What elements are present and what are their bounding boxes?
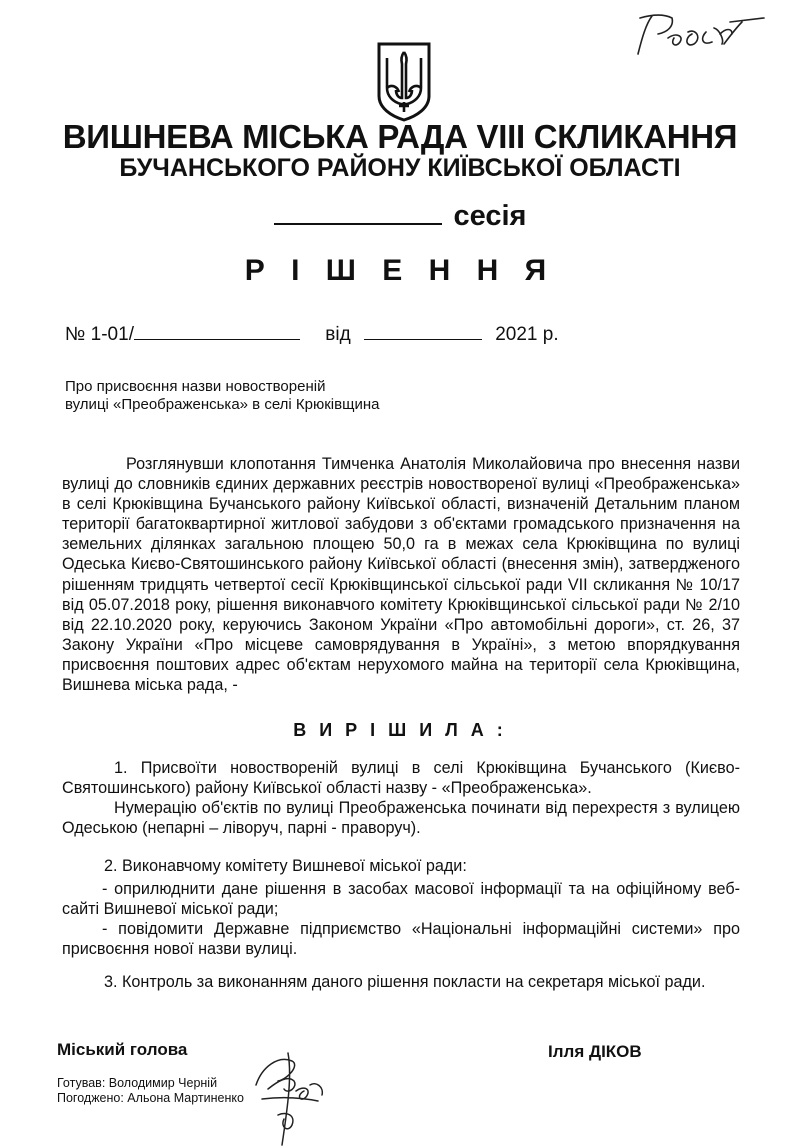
decision-year: 2021 р.	[495, 324, 559, 345]
decided-heading: В И Р І Ш И Л А :	[293, 720, 507, 740]
decision-subject	[65, 378, 405, 414]
item-2-publish: - оприлюднити дане рішення в засобах масової інформації та на офіційному веб-сайті Вишневої міської ради;	[62, 880, 740, 919]
session-number-blank	[274, 196, 442, 225]
item-2: 2. Виконавчому комітету Вишневої міської ради:	[104, 857, 467, 875]
item-3: 3. Контроль за виконанням даного рішення покласти на секретаря міської ради.	[104, 973, 706, 991]
subject-line-2: вулиці «Преображенська» в селі Крюківщина	[65, 396, 380, 413]
document-title: Р І Ш Е Н Н Я	[244, 254, 556, 287]
mayor-name: Ілля ДІКОВ	[548, 1042, 642, 1061]
handwritten-signature	[248, 1045, 333, 1148]
decision-number-blank	[134, 322, 300, 340]
item-1: 1. Присвоїти новоствореній вулиці в селі Крюківщина Бучанського (Києво-Святошинського) району Київської області назву - «Преображенська».	[62, 759, 740, 798]
coat-of-arms-icon	[375, 40, 433, 122]
decision-number-prefix: № 1-01/	[65, 324, 134, 345]
prepared-by: Готував: Володимир Черній	[57, 1076, 218, 1090]
decision-date-blank	[364, 322, 482, 340]
mayor-title: Міський голова	[57, 1040, 188, 1059]
item-1-numbering: Нумерацію об'єктів по вулиці Преображенська починати від перехрестя з вулицею Одеською (непарні – ліворуч, парні - праворуч).	[62, 799, 740, 838]
item-2-notify: - повідомити Державне підприємство «Національні інформаційні системи» про присвоєння нової назви вулиці.	[62, 920, 740, 959]
preamble-paragraph: Розглянувши клопотання Тимченка Анатолія Миколайовича про внесення назви вулиці до словників єдиних державних реєстрів новоствореної вулиці «Преображенська» в селі Крюківщина Бучанського району Київської області, визначеній Детальним планом території багатоквартирної житлової забудови з об'єктами громадського призначення на земельних ділянках загальною площею 50,0 га в межах села Крюківщина по вулиці Одеська Києво-Святошинського району Київської області (внесення змін), затвердженого рішенням тридцять четвертої сесії Крюківщинської сільської ради VII скликання № 10/17 від 05.07.2018 року, рішення виконавчого комітету Крюківщинської сільської ради № 2/10 від 22.10.2020 року, керуючись Законом України «Про автомобільні дороги», ст. 26, 37 Закону України «Про місцеве самоврядування в Україні», з метою впорядкування присвоєння поштових адрес об'єктам нерухомого майна на території села Крюківщина, Вишнева міська рада, -	[62, 455, 740, 695]
preparation-info	[57, 1076, 244, 1106]
decision-number-line	[65, 322, 559, 346]
council-name: ВИШНЕВА МІСЬКА РАДА VIII СКЛИКАННЯ	[62, 118, 738, 155]
session-label: сесія	[453, 200, 527, 232]
subject-line-1: Про присвоєння назви новоствореній	[65, 378, 326, 395]
session-line	[0, 196, 800, 233]
handwritten-draft-mark	[628, 8, 778, 66]
agreed-by: Погоджено: Альона Мартиненко	[57, 1091, 244, 1105]
council-region: БУЧАНСЬКОГО РАЙОНУ КИЇВСЬКОЇ ОБЛАСТІ	[119, 154, 681, 182]
decision-date-label: від	[325, 324, 351, 345]
